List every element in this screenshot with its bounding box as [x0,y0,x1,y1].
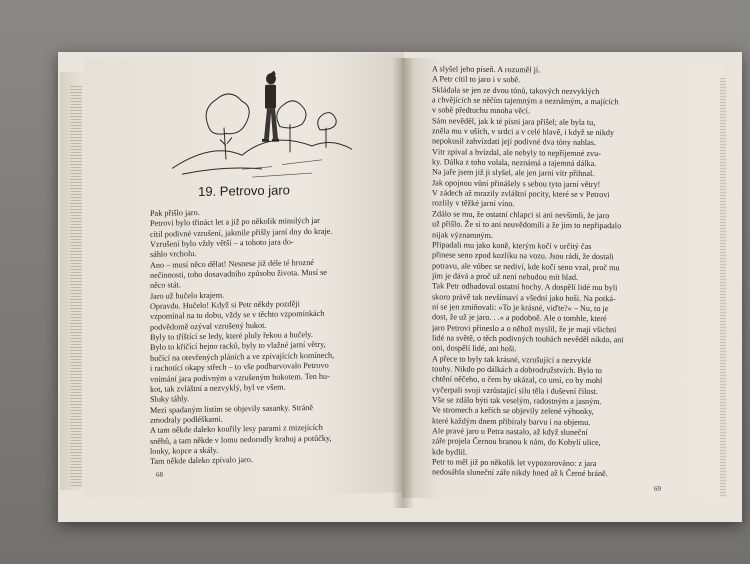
text-line: Bylo to křičící hejno racků, byly to vlažné jarní větry, [150,340,326,353]
text-line: jím je dává a proč už není nebudou mít hlad. [432,271,578,282]
text-line: Vše se zdálo býti tak veselým, radostným a jasným. [432,395,602,407]
text-line: potravu, ale vůbec se nediví, kde kočí seno vzal, proč mu [432,260,620,272]
text-line: Ve stromech a keřích se objevily zelené výhonky, [432,405,594,417]
text-line: nepokusil zahvízdati její podivné dva tóny nahlas. [432,136,596,148]
text-line: vnímání jara podivným a vzrušeným hukotem. Ten hu- [150,371,330,384]
text-line: sáhlo vrcholu. [150,249,197,260]
text-line: Na jaře jsem již ji slyšel, ale jen jarní vítr přihnal. [432,167,595,179]
text-line: ní se jen zmiňovali: »To je krásné, viďte?« – Nu, to je [432,302,609,314]
page-number-right: 69 [654,484,661,493]
text-line: jaro Petrovi přineslo a o něhož myslil, že je mají všichni [432,322,617,334]
text-line: Ano – musí něco dělat! Nesnese již déle té hrozné [150,257,314,270]
text-line: chtění něčeho, o čem by ukázal, co umí, co by mohl [432,374,603,386]
text-line: hučící na otevřených pláních a ve zpívajících komínech, [150,350,335,363]
text-line: A přece to byly tak krásné, vzrušující a nezvyklé [432,353,592,365]
boy-landscape-illustration [172,67,352,190]
text-line: i rachotící okapy střech – to vše podbarvovalo Petrovo [150,360,329,374]
text-line: Jak opojnou vůni přinášely s sebou tyto jarní větry! [432,178,601,189]
text-line: a chvějících se něčím tajemným a neznámým, a majících [432,95,619,107]
text-line: touhy. Nikdo po dálkách a dobrodružstvích. Bylo to [432,364,602,376]
text-line: Zdálo se mu, že ostatní chlapci si ani nevšimli, že jaro [432,209,610,220]
text-line: lidé na světě, o těch podivných touhách nevěděl nikdo, ani [432,333,624,345]
left-page-text [150,205,398,468]
text-line: Skládala se jen ze dvou tónů, takových nezvyklých [432,85,600,96]
text-line: Tak Petr odhadoval ostatní hochy. A dospělí lidé mu byli [432,281,618,293]
text-line: A tam někde daleko kouřily lesy parami z mizejících [150,423,323,436]
text-line: zněla mu v uších, v srdci a v celé hlavě, i když se nikdy [432,126,615,138]
text-line: už přišlo. Že si to ani neuvědomili a že jim to nepřipadalo [432,219,622,231]
text-line: vzpomínal na tu dobu, vždy se v těchto vzpomínkách [150,309,325,322]
text-line: zmodraly podléškami. [150,414,223,425]
text-line: cítil podivné vzrušení, jakmile přišly jarní dny do kraje. [150,226,333,239]
right-page-edges [720,78,726,498]
right-page [402,58,724,501]
text-line: skoro právě tak nevšímaví a všední jako hoši. Na potká- [432,291,616,303]
text-line: Ale pravé jaro u Petra nastalo, až když sluneční [432,426,588,437]
left-page-edges [70,86,82,486]
chapter-title: 19. Petrovo jaro [198,182,290,200]
text-line: Sluky táhly. [150,394,190,405]
text-line: sněhů, a tam někde v lomu nedorodly krahuj a potůčky, [150,433,332,446]
text-line: Pak přišlo jaro. [150,207,200,218]
text-line: ky. Dálka z toho volala, neznámá a tajemná dálka. [432,157,597,169]
text-line: které každým dnem přibíraly barvu i na objemu. [432,416,591,427]
text-line: v sobě předtuchu mnoha věcí. [432,105,530,116]
text-line: Vzrušení bylo vždy větší – a tohoto jara do- [150,237,294,249]
text-line: A slyšel jeho píseň. A rozuměl jí. [432,64,541,75]
text-line: Vítr zpíval a hvízdal, ale nebyly to nepříjemné zvu- [432,147,601,158]
text-line: oni, dospělí lidé, ani hoši. [432,343,517,354]
text-line: nedosáhla sluneční záře nikdy hned až k Černé bráně. [432,467,608,479]
text-line: přinese seno zpod kozlíku na vozu. Jsou rádi, že dostali [432,250,614,262]
text-line: Petr to měl již po několik let vypozorováno: z jara [432,457,597,469]
text-line: Připadali mu jako koně, kterým kočí v určitý čas [432,240,592,251]
text-line: kde bydlil. [432,447,468,457]
text-line: něco stát. [150,280,181,291]
text-line: V zádech až mrazily zvláštní pocity, které se v Petrovi [432,188,610,200]
text-line: kot, tak zvláštní a nezvyklý, byl ve všem. [150,382,286,394]
text-line: Sám nevěděl, jak k té písni jara přišel; ale byla tu, [432,116,596,127]
text-line: vyčerpali svoji vzrůstající sílu těla i duševní čilost. [432,384,598,396]
text-line: Petrovi bylo třináct let a již po několik minulých jar [150,216,320,229]
text-line: záře projela Černou branou k nám, do Kobylí ulice, [432,436,601,448]
text-line: Mezi spadaným listím se objevily sasanky. Stráně [150,402,313,415]
text-line: nijak významným. [432,229,493,240]
text-line: rozlily v těžké jarní víno. [432,198,515,209]
text-line: louky, kopce a skály. [150,445,219,456]
text-line: Tam někde daleko zpívalo jaro. [150,455,253,467]
text-line: Byly to tříštící se ledy, které pluly řekou a hučely. [150,330,313,342]
text-line: nečinnosti, toho dosavadního způsobu života. Musí se [150,267,327,280]
text-line: dost, že už je jaro. . .« a podobně. Ale o tomhle, které [432,312,607,324]
page-number-left: 68 [156,470,163,479]
text-line: podvědomě ozýval vzrušený hukot. [150,320,267,332]
text-line: Jaro už hučelo krajem. [150,290,225,301]
text-line: A Petr cítil to jaro i v sobě. [432,74,521,85]
text-line: Opravdu. Hučelo! Když si Petr někdy později [150,299,300,311]
book-gutter-shadow [392,58,414,508]
right-page-text [432,64,702,481]
left-page [84,52,404,498]
